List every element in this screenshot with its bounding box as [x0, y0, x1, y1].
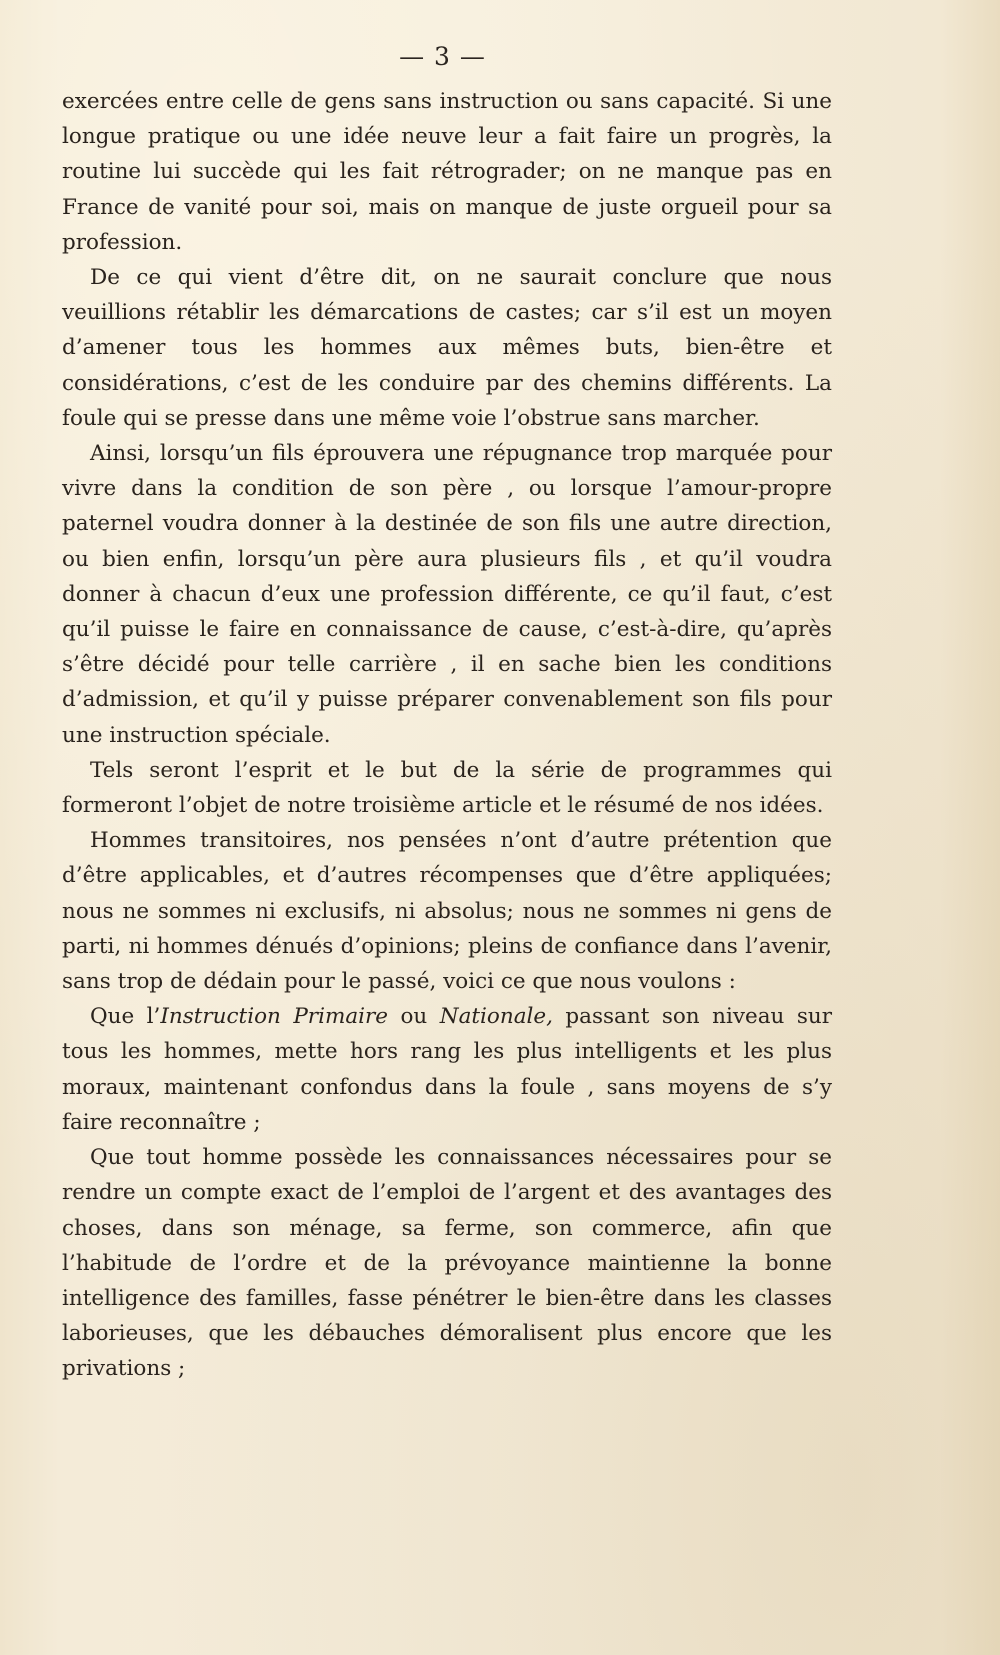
body-text — [62, 84, 832, 1387]
paragraph-7: Que tout homme possède les connaissances nécessaires pour se rendre un compte exact de l’emploi de l’argent et des avantages des choses, dans son ménage, sa ferme, son commerce, afin que l’habitude de l’ordre et de la prévoyance maintienne la bonne intelligence des familles, fasse pénétrer le bien-être dans les classes laborieuses, que les débauches démoralisent plus encore que les privations ; — [62, 1145, 832, 1382]
paragraph-4: Tels seront l’esprit et le but de la série de programmes qui formeront l’objet de notre troisième article et le résumé de nos idées. — [62, 757, 832, 819]
page-number: — 3 — — [399, 42, 486, 71]
paragraph-1: exercées entre celle de gens sans instruction ou sans capacité. Si une longue pratique ou une idée neuve leur a fait faire un progrès, la routine lui succède qui les fait rétrograder; on ne manque pas en France de vanité pour soi, mais on manque de juste orgueil pour sa profession. — [62, 89, 832, 255]
paragraph-6-middle: ou — [388, 1004, 440, 1030]
paragraph-6 — [62, 999, 832, 1140]
paragraph-6-suffix: passant son niveau sur tous les hommes, mette hors rang les plus intelligents et les plus moraux, maintenant confondus dans la foule , sans moyens de s’y faire reconnaître ; — [62, 1004, 832, 1135]
paragraph-6-prefix: Que l’ — [90, 1004, 161, 1030]
paragraph-6-italic-instruction: Instruction Primaire — [160, 1004, 389, 1030]
paragraph-2: De ce qui vient d’être dit, on ne saurait conclure que nous veuillions rétablir les démarcations de castes; car s’il est un moyen d’amener tous les hommes aux mêmes buts, bien-être et considérations, c’est de les conduire par des chemins différents. La foule qui se presse dans une même voie l’obstrue sans marcher. — [62, 265, 832, 431]
paragraph-6-italic-nationale: Nationale, — [439, 1004, 553, 1030]
paragraph-3: Ainsi, lorsqu’un fils éprouvera une répugnance trop marquée pour vivre dans la condition de son père , ou lorsque l’amour-propre paternel voudra donner à la destinée de son fils une autre direction, ou bien enfin, lorsqu’un père aura plusieurs fils , et qu’il voudra donner à chacun d’eux une profession différente, ce qu’il faut, c’est qu’il puisse le faire en connaissance de cause, c’est-à-dire, qu’après s’être décidé pour telle carrière , il en sache bien les conditions d’admission, et qu’il y puisse préparer convenablement son fils pour une instruction spéciale. — [62, 441, 832, 748]
paragraph-5: Hommes transitoires, nos pensées n’ont d’autre prétention que d’être applicables, et d’autres récompenses que d’être appliquées; nous ne sommes ni exclusifs, ni absolus; nous ne sommes ni gens de parti, ni hommes dénués d’opinions; pleins de confiance dans l’avenir, sans trop de dédain pour le passé, voici ce que nous voulons : — [62, 828, 832, 995]
